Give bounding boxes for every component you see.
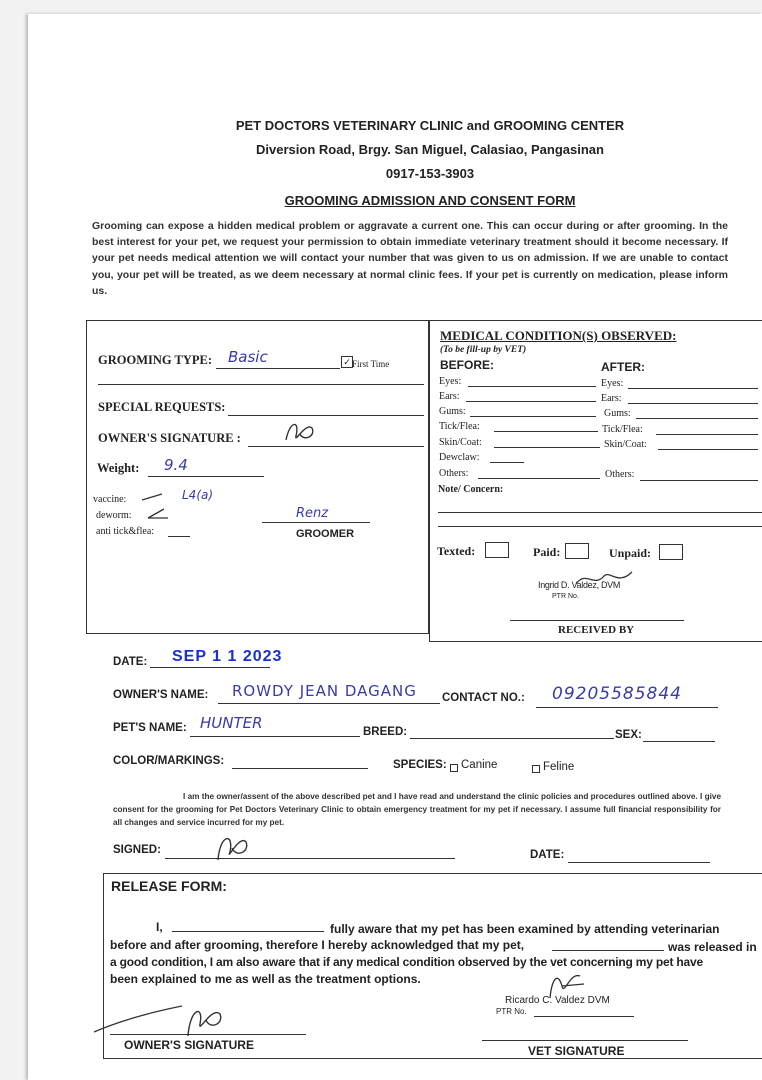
note-label: Note/ Concern: xyxy=(438,484,504,495)
release-i-label: I, xyxy=(156,920,163,934)
owner-signature-release xyxy=(92,996,242,1044)
feline-checkbox[interactable] xyxy=(532,765,540,773)
release-text3: was released in xyxy=(668,940,757,954)
before-others: Others: xyxy=(439,468,469,479)
deworm-label: deworm: xyxy=(96,510,132,521)
consent-paragraph: I am the owner/assent of the above described pet and I have read and understand the clinic policies and procedures outlined above. I give consent for the grooming for Pet Doctors Veterinary Clinic to obtain emergency treatment for my pet if necessary. I assume full financial responsibility for all changes and service incurred for my pet. xyxy=(113,792,721,827)
first-time-checkbox[interactable]: ✓ xyxy=(341,356,353,368)
vet-signature-top xyxy=(574,566,634,592)
contact-label: CONTACT NO.: xyxy=(442,692,525,704)
intro-paragraph: Grooming can expose a hidden medical problem or aggravate a current one. This can occur during or after grooming. In the best interest for your pet, we request your permission to obtain immediate veterinary treatment should it become necessary. If your pet needs medical attention we will contact your number that was given to us on admission. If we are unable to contact you, your pet will be treated, as we deem necessary at normal clinic fees. If your pet is currently on medication, please inform us. xyxy=(92,220,728,297)
after-others: Others: xyxy=(605,469,635,480)
release-text2: before and after grooming, therefore I hereby acknowledged that my pet, xyxy=(110,938,525,952)
owner-signature-mark xyxy=(282,418,316,448)
vaccine-value: L4(a) xyxy=(182,488,214,502)
species-label: SPECIES: xyxy=(393,759,447,771)
paid-label: Paid: xyxy=(533,545,561,559)
release-text4: a good condition, I am also aware that if any medical condition observed by the vet concerning my pet have xyxy=(110,955,703,969)
pet-name-value: HUNTER xyxy=(200,714,263,732)
vaccine-label: vaccine: xyxy=(93,494,127,505)
after-skincoat: Skin/Coat: xyxy=(604,439,647,450)
special-requests-label: SPECIAL REQUESTS: xyxy=(98,400,226,414)
contact-value: 09205585844 xyxy=(552,684,682,704)
ptr-label-top: PTR No. xyxy=(552,593,579,600)
before-skincoat: Skin/Coat: xyxy=(439,437,482,448)
before-dewclaw: Dewclaw: xyxy=(439,452,480,463)
vet-signature-label: VET SIGNATURE xyxy=(528,1044,625,1058)
groomer-label: GROOMER xyxy=(296,528,355,540)
sex-label: SEX: xyxy=(615,729,642,741)
color-label: COLOR/MARKINGS: xyxy=(113,755,225,767)
owner-signed-mark xyxy=(212,830,252,866)
weight-value: 9.4 xyxy=(164,456,188,474)
antitick-label: anti tick&flea: xyxy=(96,526,155,537)
grooming-type-value: Basic xyxy=(228,348,268,366)
paid-checkbox[interactable] xyxy=(565,543,589,559)
form-title: GROOMING ADMISSION AND CONSENT FORM xyxy=(284,193,576,208)
first-time-label: First Time xyxy=(352,359,390,369)
groomer-name: Renz xyxy=(296,506,329,521)
medical-subtitle: (To be fill-up by VET) xyxy=(440,345,527,355)
unpaid-label: Unpaid: xyxy=(609,546,652,560)
before-gums: Gums: xyxy=(439,406,466,417)
after-tickflea: Tick/Flea: xyxy=(602,424,643,435)
grooming-type-label: GROOMING TYPE: xyxy=(98,353,213,367)
before-eyes: Eyes: xyxy=(439,376,462,387)
owner-name-value: ROWDY JEAN DAGANG xyxy=(232,682,417,700)
clinic-phone: 0917-153-3903 xyxy=(385,166,475,181)
texted-label: Texted: xyxy=(437,544,476,558)
clinic-name: PET DOCTORS VETERINARY CLINIC and GROOMING CENTER xyxy=(235,118,625,133)
canine-checkbox[interactable] xyxy=(450,764,458,772)
owner-signature-label-release: OWNER'S SIGNATURE xyxy=(124,1038,254,1052)
after-gums: Gums: xyxy=(604,408,631,419)
before-label: BEFORE: xyxy=(440,358,494,372)
owner-signature-label: OWNER'S SIGNATURE : xyxy=(98,431,241,445)
unpaid-checkbox[interactable] xyxy=(659,544,683,560)
owner-name-label: OWNER'S NAME: xyxy=(113,689,209,701)
date2-label: DATE: xyxy=(530,849,565,861)
canine-label: Canine xyxy=(461,759,498,771)
release-text1: fully aware that my pet has been examined by attending veterinarian xyxy=(330,922,720,936)
weight-label: Weight: xyxy=(97,461,140,475)
ptr-label-bottom: PTR No. xyxy=(496,1007,527,1016)
after-label: AFTER: xyxy=(601,360,645,374)
before-ears: Ears: xyxy=(439,391,460,402)
date-label: DATE: xyxy=(113,656,148,668)
clinic-address: Diversion Road, Brgy. San Miguel, Calasiao, Pangasinan xyxy=(256,142,604,157)
after-eyes: Eyes: xyxy=(601,378,624,389)
breed-label: BREED: xyxy=(363,726,408,738)
date-value: SEP 1 1 2023 xyxy=(172,648,283,665)
signed-label: SIGNED: xyxy=(113,844,161,856)
vaccine-check-mark xyxy=(140,490,168,504)
vet-stamp-bottom: Ricardo C. Valdez DVM xyxy=(505,995,610,1006)
deworm-check-mark xyxy=(144,506,172,520)
feline-label: Feline xyxy=(543,761,575,773)
received-by-label: RECEIVED BY xyxy=(558,624,635,636)
vet-stamp-top: Ingrid D. Valdez, DVM xyxy=(538,580,621,590)
texted-checkbox[interactable] xyxy=(485,542,509,558)
before-tickflea: Tick/Flea: xyxy=(439,421,480,432)
release-text5: been explained to me as well as the treatment options. xyxy=(110,972,421,986)
release-title: RELEASE FORM: xyxy=(111,878,227,894)
after-ears: Ears: xyxy=(601,393,622,404)
medical-title: MEDICAL CONDITION(S) OBSERVED: xyxy=(440,328,677,343)
pet-name-label: PET'S NAME: xyxy=(113,722,187,734)
